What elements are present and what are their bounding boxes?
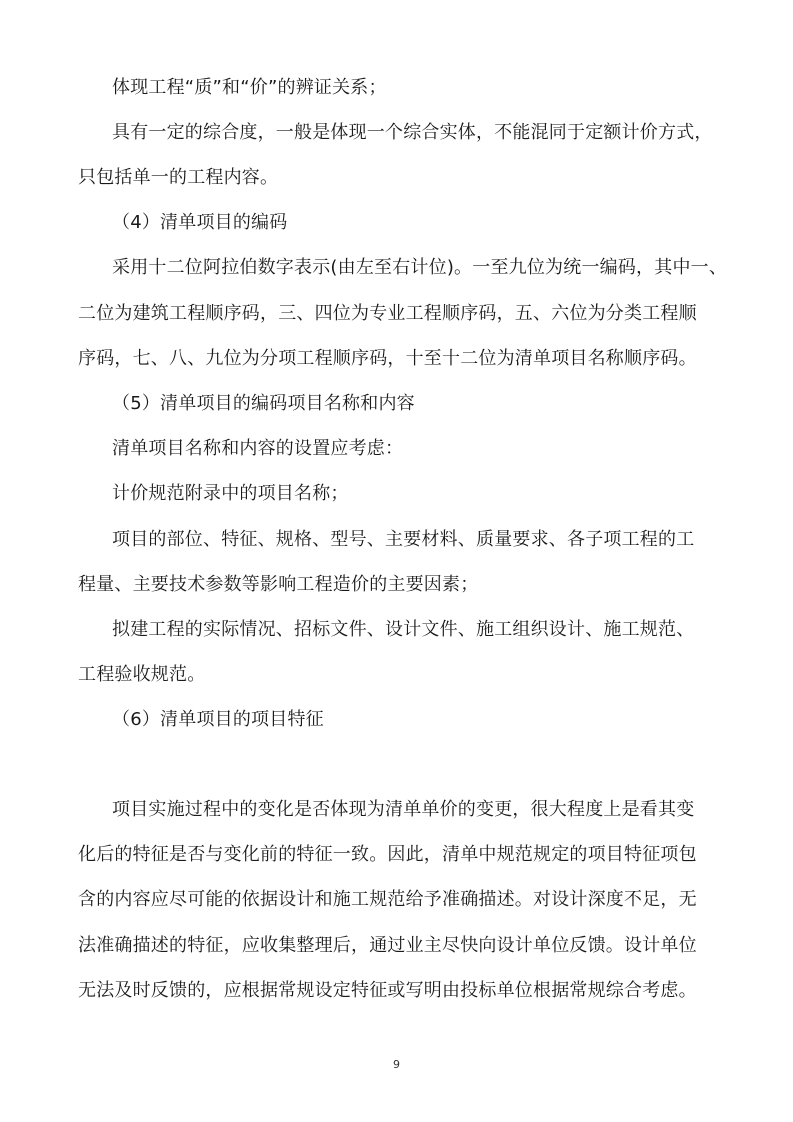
- paragraph-line: 法准确描述的特征，应收集整理后，通过业主尽快向设计单位反馈。设计单位: [78, 935, 697, 956]
- paragraph-line: 采用十二位阿拉伯数字表示(由左至右计位)。一至九位为统一编码，其中一、: [112, 257, 728, 278]
- paragraph-line: 体现工程“质”和“价”的辨证关系；: [112, 77, 387, 98]
- section-heading-4: （4）清单项目的编码: [112, 212, 288, 233]
- paragraph-line: 序码，七、八、九位为分项工程顺序码，十至十二位为清单项目名称顺序码。: [78, 348, 697, 369]
- section-heading-5: （5）清单项目的编码项目名称和内容: [112, 393, 415, 414]
- paragraph-line: 二位为建筑工程顺序码，三、四位为专业工程顺序码，五、六位为分类工程顺: [78, 303, 697, 324]
- paragraph-line: 化后的特征是否与变化前的特征一致。因此，清单中规范规定的项目特征项包: [78, 844, 697, 865]
- paragraph-line: 拟建工程的实际情况、招标文件、设计文件、施工组织设计、施工规范、: [112, 619, 695, 640]
- paragraph-line: 计价规范附录中的项目名称；: [112, 483, 349, 504]
- paragraph-line: 无法及时反馈的，应根据常规设定特征或写明由投标单位根据常规综合考虑。: [78, 980, 697, 1001]
- paragraph-line: 具有一定的综合度，一般是体现一个综合实体，不能混同于定额计价方式，: [112, 122, 713, 143]
- paragraph-line: 程量、主要技术参数等影响工程造价的主要因素；: [78, 574, 479, 595]
- paragraph-line: 项目的部位、特征、规格、型号、主要材料、质量要求、各子项工程的工: [112, 529, 695, 550]
- paragraph-line: 工程验收规范。: [78, 664, 206, 685]
- paragraph-line: 项目实施过程中的变化是否体现为清单单价的变更，很大程度上是看其变: [112, 799, 695, 820]
- paragraph-line: 含的内容应尽可能的依据设计和施工规范给予准确描述。对设计深度不足，无: [78, 889, 697, 910]
- paragraph-line: 只包括单一的工程内容。: [78, 167, 279, 188]
- paragraph-line: 清单项目名称和内容的设置应考虑：: [112, 438, 404, 459]
- section-heading-6: （6）清单项目的项目特征: [112, 709, 324, 730]
- page-number: 9: [393, 1058, 400, 1071]
